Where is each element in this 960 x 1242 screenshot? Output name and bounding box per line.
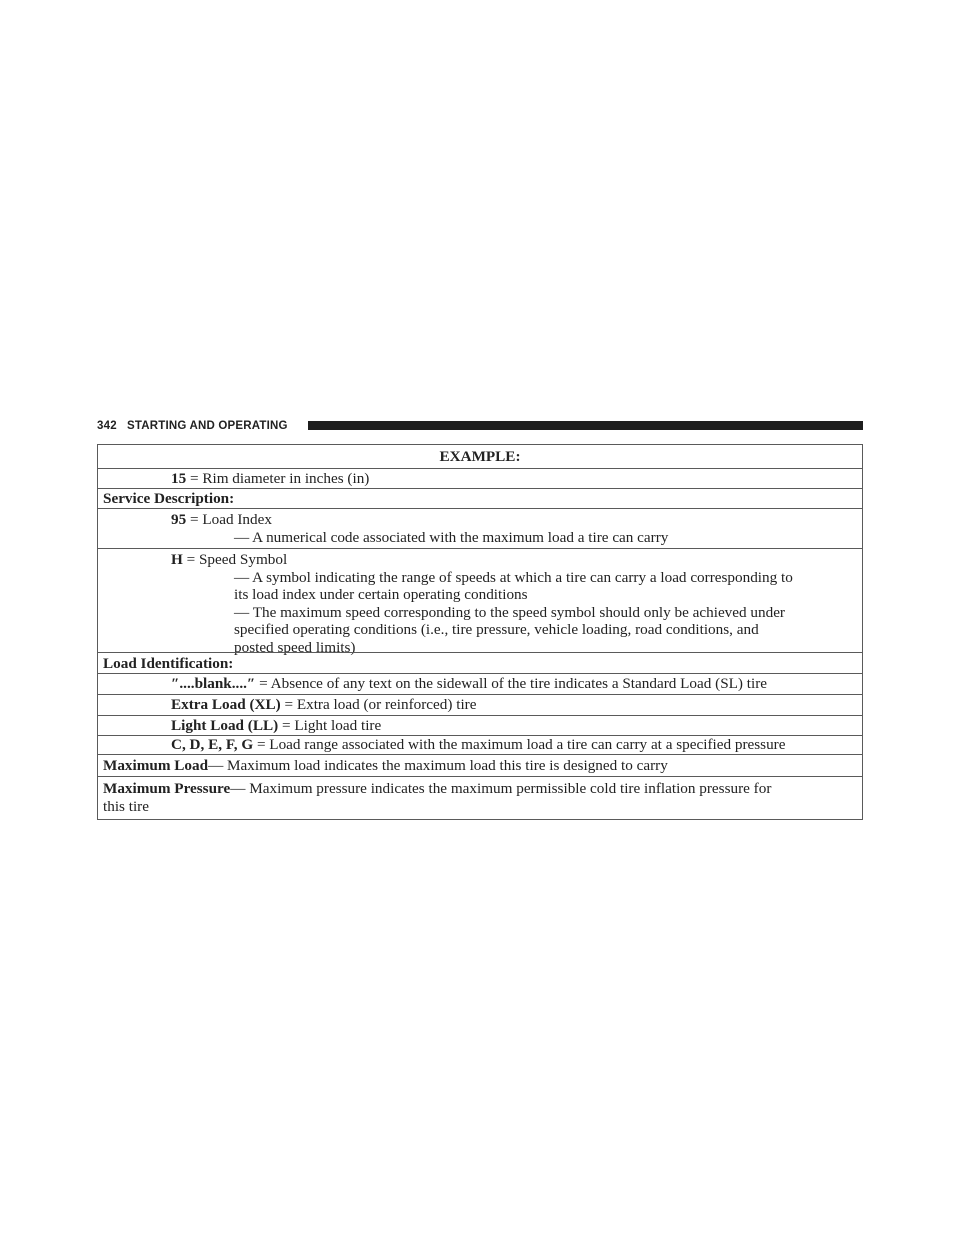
max-pressure-row [98,777,862,798]
load-index-code: 95 [171,511,187,528]
blank-row [98,674,862,693]
light-load-row [98,716,862,735]
header-rule [308,421,863,430]
speed-symbol-detail-1b: its load index under certain operating conditions [234,586,528,603]
page-header-label [97,419,288,433]
table-row [98,488,862,508]
table-row [98,652,862,673]
speed-symbol-detail-2b: specified operating conditions (i.e., tire pressure, vehicle loading, road conditions, and [234,621,759,638]
table-row [98,548,862,656]
load-index-desc: = Load Index [189,511,272,528]
light-load-desc: = Light load tire [278,717,382,734]
speed-symbol-detail-2c: posted speed limits) [234,638,356,656]
load-range-desc: = Load range associated with the maximum load a tire can carry at a specified pressure [253,736,786,753]
table-row [98,776,862,819]
load-identification-label: Load Identification: [103,655,234,672]
blank-desc: = Absence of any text on the sidewall of the tire indicates a Standard Load (SL) tire [255,675,768,692]
rim-code: 15 [171,470,187,487]
service-description-label: Service Description: [103,490,235,507]
extra-load-code: Extra Load (XL) [171,696,281,713]
table-row [98,673,862,694]
speed-symbol-row [98,549,862,569]
table-row [98,468,862,488]
blank-code: ″....blank....″ [171,675,256,692]
max-load-desc: — Maximum load indicates the maximum load this tire is designed to carry [208,757,668,774]
speed-symbol-detail-2a: — The maximum speed corresponding to the speed symbol should only be achieved under [234,603,785,621]
rim-row [98,469,862,488]
extra-load-desc: = Extra load (or reinforced) tire [280,696,477,713]
max-load-row [98,755,862,775]
load-range-code: C, D, E, F, G [171,736,254,753]
section-title: STARTING AND OPERATING [126,420,288,432]
max-load-term: Maximum Load [103,757,209,774]
max-pressure-desc-b: this tire [103,797,149,815]
tire-code-table [97,444,863,820]
speed-symbol-code: H [171,551,183,568]
table-row [98,715,862,735]
table-row [98,754,862,776]
rim-desc: = Rim diameter in inches (in) [189,470,370,487]
extra-load-row [98,695,862,714]
table-row [98,735,862,754]
load-index-detail: — A numerical code associated with the maximum load a tire can carry [234,528,669,546]
page-number: 342 [97,420,117,432]
speed-symbol-desc: = Speed Symbol [186,551,288,568]
load-range-row [98,736,862,754]
max-pressure-term: Maximum Pressure [103,780,231,797]
speed-symbol-detail-1a: — A symbol indicating the range of speeds at which a tire can carry a load corresponding to [234,568,793,586]
light-load-code: Light Load (LL) [171,717,279,734]
table-row [98,694,862,715]
table-row [98,508,862,548]
load-index-row [98,509,862,529]
table-row [98,445,862,468]
max-pressure-desc-a: — Maximum pressure indicates the maximum permissible cold tire inflation pressure for [230,780,772,797]
page-header [97,419,863,433]
example-title: EXAMPLE: [439,448,521,465]
